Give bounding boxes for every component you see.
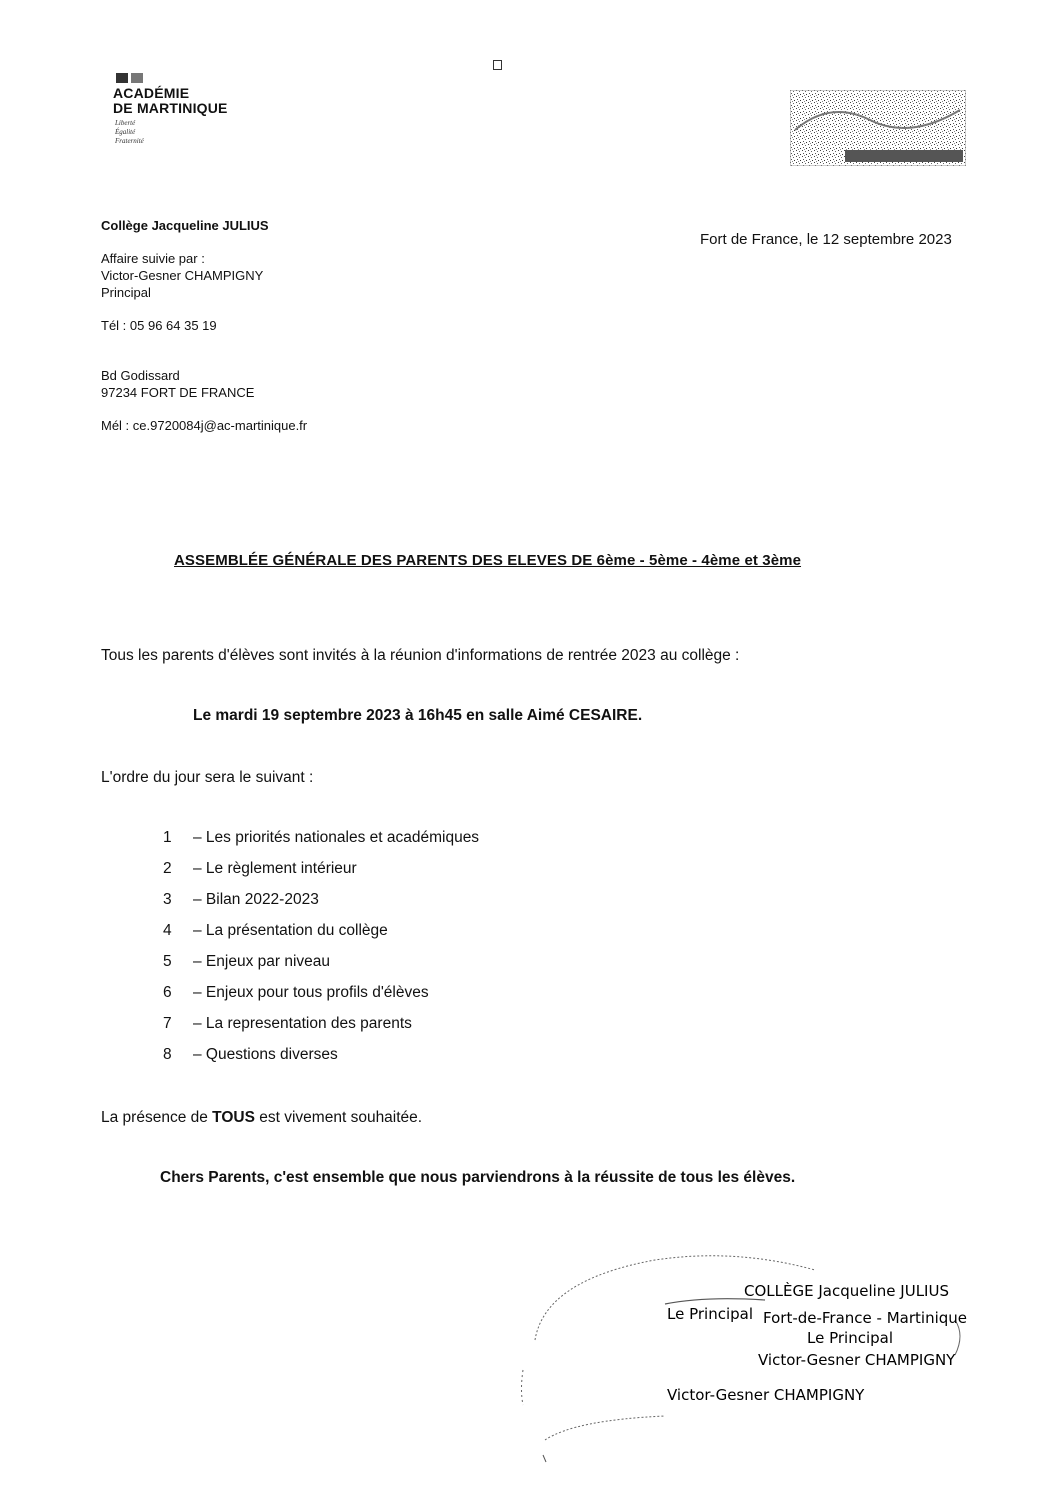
presence-bold: TOUS [212,1109,255,1126]
email: Mél : ce.9720084j@ac-martinique.fr [101,418,308,433]
agenda-item [163,1046,479,1077]
agenda-number: 4 [163,922,172,939]
agenda-text: – La representation des parents [193,1015,412,1032]
agenda-text: – Bilan 2022-2023 [193,891,319,908]
stamp-city: Fort-de-France - Martinique [763,1309,968,1327]
agenda-number: 6 [163,984,172,1001]
letter-title: ASSEMBLÉE GÉNÉRALE DES PARENTS DES ELEVES DE 6ème - 5ème - 4ème et 3ème [174,552,802,569]
sender-block [101,217,307,434]
agenda-number: 7 [163,1015,172,1032]
agenda-item [163,891,479,922]
intro-paragraph: Tous les parents d'élèves sont invités à la réunion d'informations de rentrée 2023 au collège : [101,647,740,664]
logo-name-line2: DE MARTINIQUE [113,100,228,116]
scanned-stamp-image [790,90,966,166]
motto-liberte: Liberté [115,119,136,127]
agenda-number: 1 [163,829,172,846]
motto-egalite: Égalité [115,128,136,136]
academie-logo [113,73,228,146]
agenda-item [163,1015,479,1046]
presence-line [101,1109,422,1127]
stamp-name: Victor-Gesner CHAMPIGNY [758,1351,956,1369]
agenda-number: 5 [163,953,172,970]
logo-motto [115,119,228,146]
followed-by-label: Affaire suivie par : [101,251,205,266]
motto-fraternite: Fraternité [115,137,144,145]
signature-stamp [515,1240,985,1470]
phone: Tél : 05 96 64 35 19 [101,318,217,333]
school-name: Collège Jacqueline JULIUS [101,218,269,233]
agenda-text: – Le règlement intérieur [193,860,357,877]
agenda-number: 2 [163,860,172,877]
agenda-text: – Enjeux pour tous profils d'élèves [193,984,429,1001]
meeting-details: Le mardi 19 septembre 2023 à 16h45 en salle Aimé CESAIRE. [193,707,643,724]
marianne-icon [116,73,228,83]
followed-by-name: Victor-Gesner CHAMPIGNY [101,268,264,283]
stamp-school: COLLÈGE Jacqueline JULIUS [744,1282,949,1300]
agenda-text: – Questions diverses [193,1046,338,1063]
agenda-number: 8 [163,1046,172,1063]
address-line2: 97234 FORT DE FRANCE [101,385,255,400]
presence-after: est vivement souhaitée. [254,1109,423,1126]
checkbox-mark [493,60,502,70]
stamp-role: Le Principal [807,1329,894,1347]
signer-role-handwritten: Le Principal [667,1305,754,1323]
agenda-item [163,860,479,891]
agenda-text: – La présentation du collège [193,922,388,939]
address-line1: Bd Godissard [101,368,180,383]
letter-date: Fort de France, le 12 septembre 2023 [700,231,952,248]
agenda-item [163,984,479,1015]
agenda-list [163,829,479,1077]
agenda-text: – Enjeux par niveau [193,953,331,970]
closing-line: Chers Parents, c'est ensemble que nous parviendrons à la réussite de tous les élèves. [160,1169,796,1186]
agenda-intro: L'ordre du jour sera le suivant : [101,769,314,786]
agenda-text: – Les priorités nationales et académiques [193,829,480,846]
presence-before: La présence de [101,1109,213,1126]
signer-name: Victor-Gesner CHAMPIGNY [667,1386,865,1404]
followed-by-role: Principal [101,285,151,300]
agenda-number: 3 [163,891,172,908]
agenda-item [163,829,479,860]
agenda-item [163,953,479,984]
logo-name-line1: ACADÉMIE [113,85,190,101]
agenda-item [163,922,479,953]
